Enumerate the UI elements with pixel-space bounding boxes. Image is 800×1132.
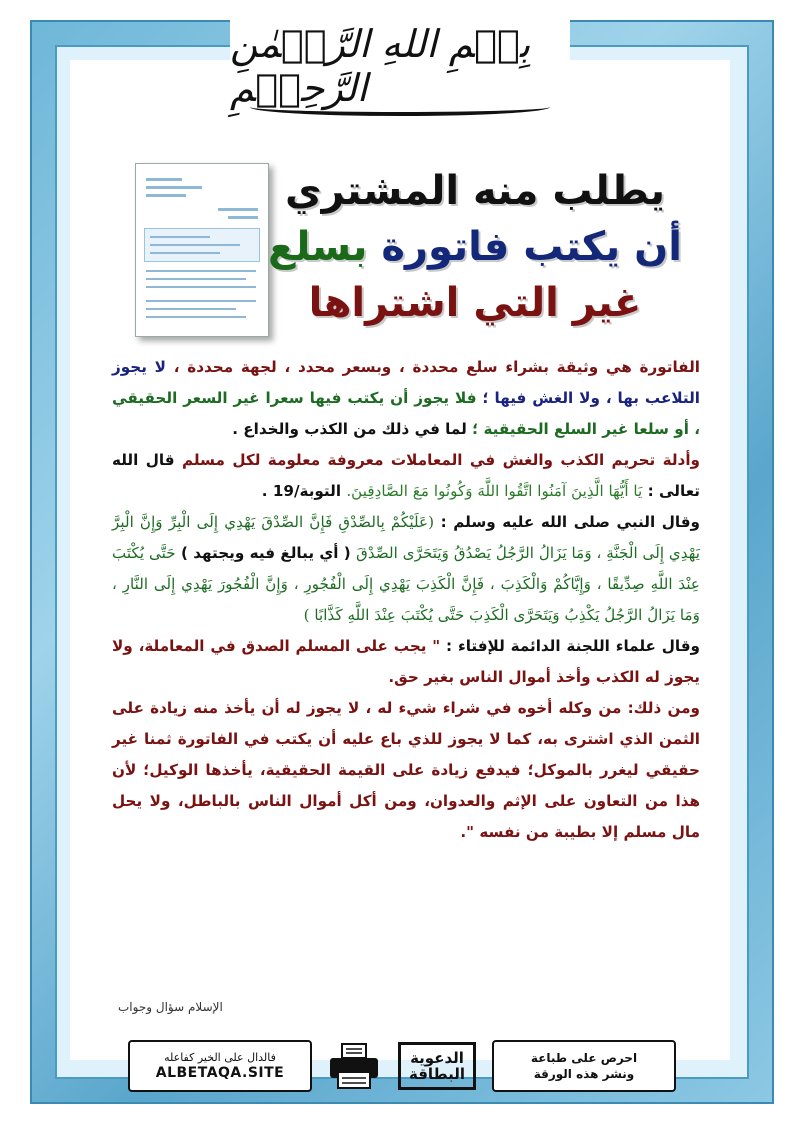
- text-lying-deception: لما في ذلك من الكذب والخداع .: [232, 420, 467, 438]
- text-agent-ruling: ومن ذلك: من وكله أخوه في شراء شيء له ، لا يجوز له أن يأخذ منه زيادة على الثمن الذي اشترى به، كما لا يجوز للذي باع عليه أن يكتب في الفاتورة ثمنا غير حقيقي ليغرر بالموكل؛ فيدفع زيادة على القيمة الحقيقية، يأخذها الوكيل؛ لأن هذا من التعاون على الإثم والعدوان، ومن أكل أموال الناس بالباطل، ولا يحل مال مسلم إلا بطيبة من نفسه ".: [112, 699, 700, 841]
- text-committee-said: وقال علماء اللجنة الدائمة للإفتاء :: [446, 637, 700, 655]
- footer-share-box: [492, 1040, 676, 1092]
- calligraphy-swash: [250, 98, 550, 116]
- text-fatwa-quote: " يجب على المسلم الصدق في المعاملة، ولا يجوز له الكذب وأخذ أموال الناس بغير حق.: [112, 637, 700, 686]
- text-prophet-said: وقال النبي صلى الله عليه وسلم :: [440, 513, 700, 531]
- paragraph-hadith: [112, 507, 700, 631]
- footer-site-box: [128, 1040, 312, 1092]
- bismillah-calligraphy: بِسۡمِ اللهِ الرَّحۡمٰنِ الرَّحِيۡمِ: [230, 18, 570, 113]
- invoice-icon: [135, 163, 269, 337]
- printer-icon: [328, 1042, 380, 1090]
- quran-verse: يَا أَيُّهَا الَّذِينَ آمَنُوا اتَّقُوا اللَّهَ وَكُونُوا مَعَ الصَّادِقِينَ.: [346, 482, 643, 500]
- footer-share-line: ونشر هذه الورقة: [533, 1067, 635, 1081]
- footer-center: [328, 1040, 476, 1092]
- paragraph-evidence: [112, 445, 700, 507]
- title-word-invoice: فاتورة: [381, 224, 510, 270]
- footer-print-line: احرص على طباعة: [530, 1051, 638, 1065]
- text-allah-said: قال الله تعالى :: [112, 451, 700, 500]
- text-evidence-intro: وأدلة تحريم الكذب والغش في المعاملات معروفة معلومة لكل مسلم: [181, 451, 700, 469]
- text-no-false-price: فلا يجوز أن يكتب فيها سعرا غير السعر الحقيقي ، أو سلعا غير السلع الحقيقية ؛: [112, 389, 700, 438]
- verse-reference: التوبة/19 .: [261, 482, 342, 500]
- article-body: [112, 352, 700, 848]
- title-line-3: غير التي اشتراها: [308, 280, 642, 326]
- text-explanation: ( أي يبالغ فيه ويجتهد ): [180, 544, 351, 562]
- title-word-goods: بسلع: [268, 224, 368, 270]
- text-definition: الفاتورة هي وثيقة بشراء سلع محددة ، وبسعر محدد ، لجهة محددة ،: [173, 358, 700, 376]
- paragraph-definition: [112, 352, 700, 445]
- paragraph-agent: [112, 693, 700, 848]
- title-line-2: [265, 224, 685, 270]
- title-word-1: أن يكتب: [523, 224, 682, 270]
- hadith-part-2: حَتَّى يُكْتَبَ عِنْدَ اللَّهِ صِدِّيقًا ، وَإِيَّاكُمْ وَالْكَذِبَ ، فَإِنَّ الْكَذِبَ يَهْدِي إِلَى الْفُجُورِ ، وَإِنَّ الْفُجُورَ يَهْدِي إِلَى النَّارِ ، وَمَا يَزَالُ الرَّجُلُ يَكْذِبُ وَيَتَحَرَّى الْكَذِبَ حَتَّى يُكْتَبَ عِنْدَ اللَّهِ كَذَّابًا ): [112, 544, 700, 624]
- albetaqa-logo: الدعوية البطاقة: [398, 1042, 476, 1090]
- footer-bar: [128, 1040, 676, 1092]
- paragraph-fatwa: [112, 631, 700, 693]
- footer-motto: فالدال على الخير كفاعله: [164, 1051, 276, 1064]
- site-link[interactable]: ALBETAQA.SITE: [155, 1065, 285, 1081]
- source-credit: الإسلام سؤال وجواب: [118, 1000, 223, 1014]
- hadith-part-1: (عَلَيْكُمْ بِالصِّدْقِ فَإِنَّ الصِّدْقَ يَهْدِي إِلَى الْبِرِّ وَإِنَّ الْبِرَّ يَهْدِي إِلَى الْجَنَّةِ ، وَمَا يَزَالُ الرَّجُلُ يَصْدُقُ وَيَتَحَرَّى الصِّدْقَ: [112, 513, 701, 562]
- text-no-tampering: لا يجوز التلاعب بها ، ولا الغش فيها ؛: [112, 358, 701, 407]
- title-line-1: يطلب منه المشتري: [285, 168, 665, 214]
